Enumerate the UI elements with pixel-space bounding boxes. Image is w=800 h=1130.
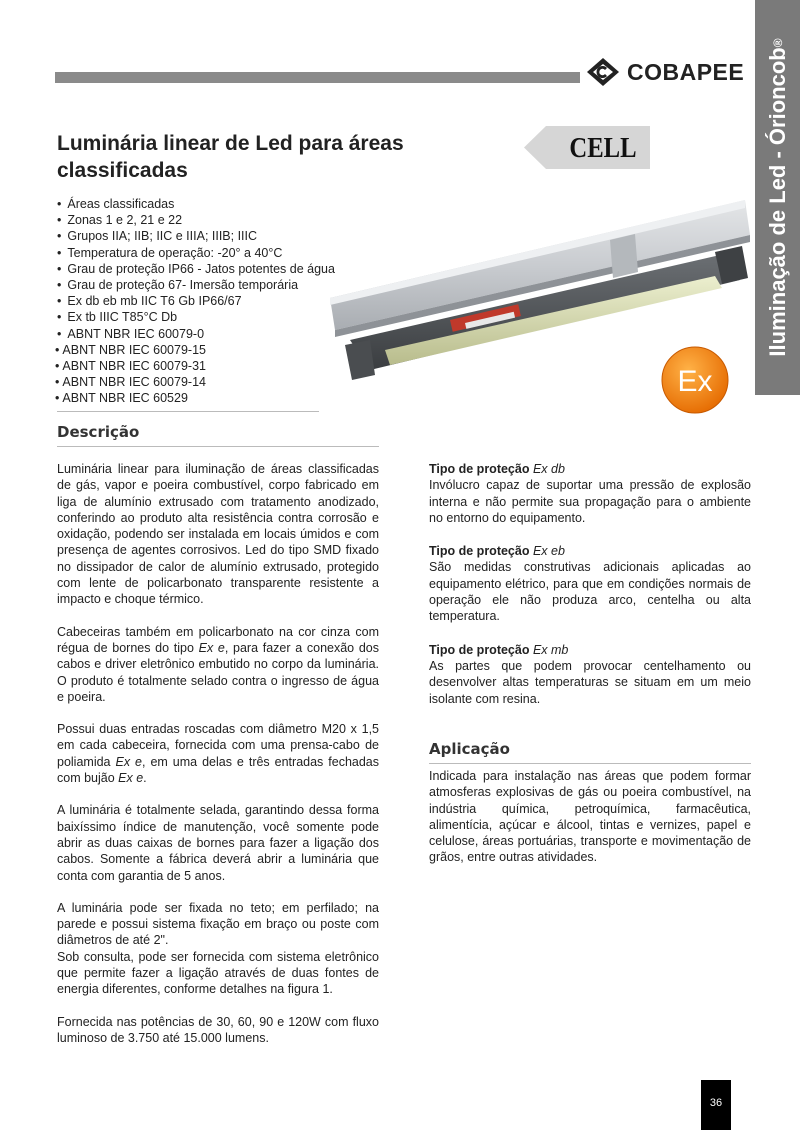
paragraph: Indicada para instalação nas áreas que podem formar atmosferas explosivas de gás ou poeira combustível, na indústria química, petroquímica, farmacêutica, alimentícia, açúcar e álcool, tintas e vernizes, papel e celulose, áreas portuárias, transporte e movimentação de grãos, entre outras atividades.	[429, 769, 751, 865]
list-item: • ABNT NBR IEC 60079-14	[55, 374, 387, 390]
text-run: .	[143, 771, 147, 786]
text-run: Ex e	[118, 771, 144, 786]
text-run: Tipo de proteção	[429, 462, 533, 476]
list-item: • ABNT NBR IEC 60079-31	[55, 358, 387, 374]
side-tab-label	[755, 0, 800, 395]
paragraph: São medidas construtivas adicionais aplicadas ao equipamento elétrico, para que em condições normais de operação ele não produza arco, centelha ou alta temperatura.	[429, 560, 751, 624]
list-item: • Ex tb IIIC T85°C Db	[57, 309, 387, 325]
divider	[57, 446, 379, 447]
aplicacao-column	[429, 768, 751, 866]
side-tab-text: Iluminação de Led - Órioncob	[764, 47, 790, 357]
section-heading-aplicacao: Aplicação	[429, 740, 510, 758]
registered-mark: ®	[770, 38, 785, 48]
list-item: • Grau de proteção IP66 - Jatos potentes de água	[57, 261, 387, 277]
product-image	[330, 180, 755, 415]
page-title: Luminária linear de Led para áreas classificadas	[57, 132, 404, 182]
list-item: • Temperatura de operação: -20° a 40°C	[57, 245, 387, 261]
paragraph: As partes que podem provocar centelhamento ou desenvolver altas temperaturas se situam em um meio isolante com resina.	[429, 658, 751, 706]
product-tag: CELL	[569, 132, 637, 164]
divider	[57, 411, 319, 412]
text-run: Tipo de proteção	[429, 544, 533, 559]
text-run: Ex e	[115, 754, 142, 769]
list-item: • ABNT NBR IEC 60079-0	[57, 326, 387, 342]
list-item: • Zonas 1 e 2, 21 e 22	[57, 212, 387, 228]
protecao-heading	[429, 642, 751, 658]
section-heading-descricao: Descrição	[57, 423, 140, 441]
list-item: • Áreas classificadas	[57, 196, 387, 212]
text-run: Ex mb	[532, 642, 569, 657]
text-run: Cabeceiras também em policarbonato na cor cinza com régua de bornes do tipo	[57, 624, 379, 655]
paragraph: A luminária pode ser fixada no teto; em perfilado; na parede e possui sistema fixação em braço ou poste com diâmetros de até 2".	[57, 900, 379, 948]
header-bar	[55, 72, 580, 83]
paragraph: Sob consulta, pode ser fornecida com sistema eletrônico que permite fazer a ligação através de duas fontes de energia diferentes, conforme detalhes na figura 1.	[57, 949, 379, 997]
list-item: • Ex db eb mb IIC T6 Gb IP66/67	[57, 293, 387, 309]
text-run: Possui duas entradas roscadas com diâmetro M20 x 1,5 em cada cabeceira, fornecida com uma prensa-cabo de poliamida	[57, 722, 379, 769]
paragraph: A luminária é totalmente selada, garantindo dessa forma baixíssimo índice de manutenção, você somente pode abrir as duas caixas de bornes para fazer a ligação dos cabos. Somente a fábrica deverá abrir a luminária que conta com garantia de 5 anos.	[57, 803, 379, 883]
paragraph: Luminária linear para iluminação de áreas classificadas de gás, vapor e poeira combustível, corpo fabricado em liga de alumínio extrusado com tratamento anodizado, conferindo ao produto alta resistência contra corrosão e oxidação, podendo ser instalada em locais úmidos e com presença de agentes corrosivos. Led do tipo SMD fixado no dissipador de calor de alumínio extrusado, protegido com lente de policarbonato transparente resistente a impacto e choque térmico.	[57, 462, 379, 607]
paragraph	[57, 721, 379, 786]
paragraph: Fornecida nas potências de 30, 60, 90 e 120W com fluxo luminoso de 3.750 até 15.000 lumens.	[57, 1014, 379, 1045]
ex-badge-label: Ex	[677, 365, 713, 398]
protecao-block	[429, 642, 751, 707]
protecao-block	[429, 543, 751, 624]
text-run: , em uma delas e três entradas fechadas com bujão	[57, 754, 380, 786]
text-run: Ex db	[532, 462, 565, 476]
divider	[429, 763, 751, 764]
text-run: Tipo de proteção	[429, 642, 533, 657]
text-run: Ex eb	[532, 544, 565, 559]
protecao-heading	[429, 543, 751, 559]
protecao-column	[429, 461, 751, 724]
protecao-heading	[429, 461, 751, 477]
text-run: Ex e	[198, 640, 225, 655]
list-item: • ABNT NBR IEC 60529	[55, 390, 387, 406]
text-run: , para fazer a conexão dos cabos e driver eletrônico embutido no corpo da luminária. O produto é totalmente selado contra o ingresso de água e poeira.	[57, 640, 379, 704]
paragraph: Invólucro capaz de suportar uma pressão de explosão interna e não permite sua propagação para o ambiente no entorno do equipamento.	[429, 478, 751, 525]
descricao-column	[57, 461, 379, 1062]
paragraph	[57, 624, 379, 705]
brand-logo	[585, 57, 750, 87]
protecao-block	[429, 461, 751, 526]
list-item: • Grau de proteção 67- Imersão temporária	[57, 277, 387, 293]
list-item: • Grupos IIA; IIB; IIC e IIIA; IIIB; IIIC	[57, 228, 387, 244]
brand-name: COBAPEE	[627, 58, 745, 85]
page-number: 36	[701, 1080, 731, 1130]
side-tab	[755, 0, 800, 395]
cobapee-logo-icon	[585, 57, 621, 87]
list-item: • ABNT NBR IEC 60079-15	[55, 342, 387, 358]
